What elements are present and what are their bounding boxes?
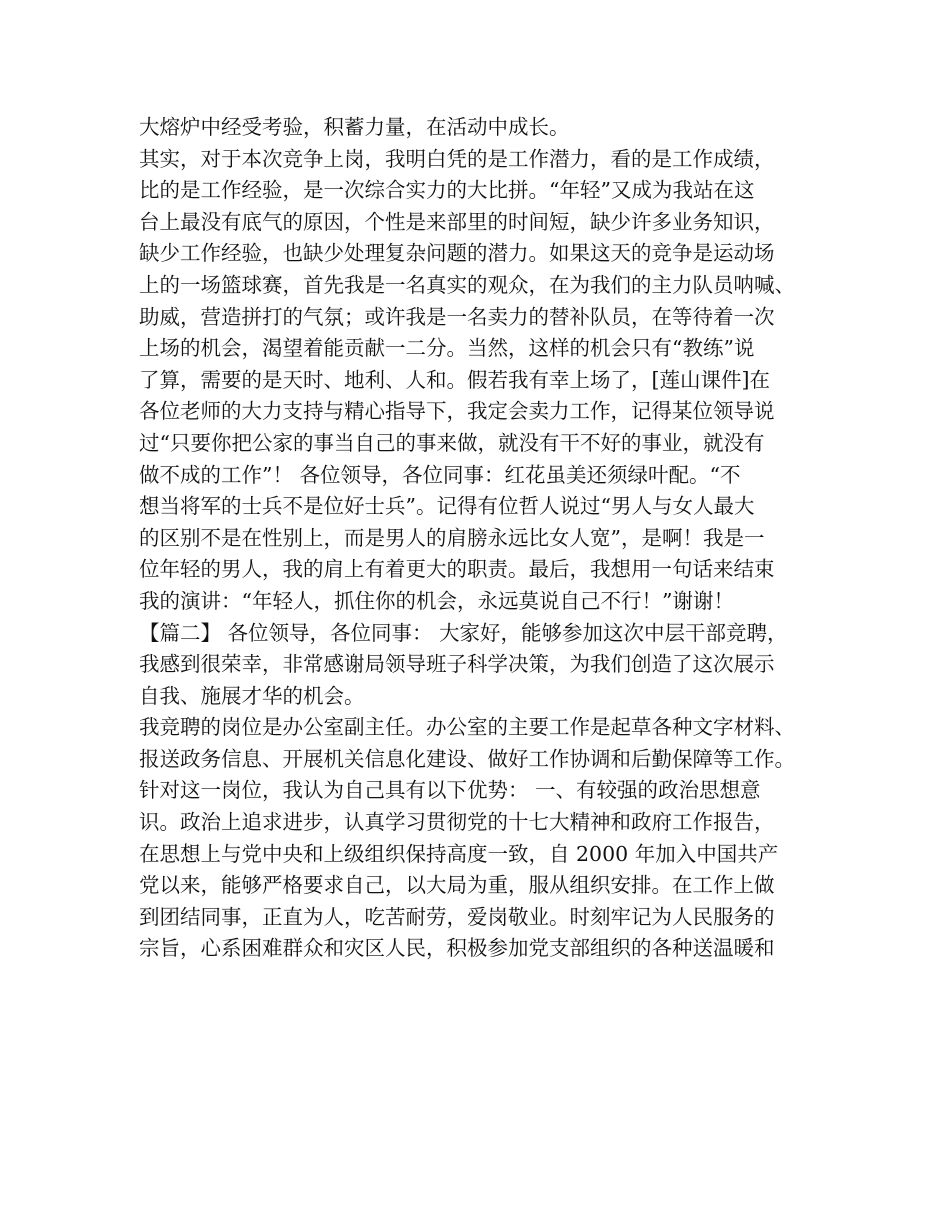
- text-line: 了算，需要的是天时、地利、人和。假若我有幸上场了，[莲山课件]在: [139, 367, 770, 392]
- text-line: 报送政务信息、开展机关信息化建设、做好工作协调和后勤保障等工作。: [139, 746, 795, 771]
- text-line: 助威，营造拼打的气氛；或许我是一名卖力的替补队员，在等待着一次: [139, 304, 775, 329]
- text-line: 台上最没有底气的原因，个性是来部里的时间短，缺少许多业务知识，: [139, 209, 775, 234]
- text-line: 到团结同事，正直为人，吃苦耐劳，爱岗敬业。时刻牢记为人民服务的: [139, 904, 775, 929]
- text-line: 其实，对于本次竞争上岗，我明白凭的是工作潜力，看的是工作成绩，: [139, 146, 775, 171]
- text-line: 做不成的工作”！ 各位领导，各位同事：红花虽美还须绿叶配。“不: [139, 462, 741, 487]
- document-body: [139, 112, 829, 965]
- text-line: 【篇二】 各位领导，各位同事： 大家好，能够参加这次中层干部竞聘，: [139, 620, 788, 645]
- text-line: 过“只要你把公家的事当自己的事来做，就没有干不好的事业，就没有: [139, 430, 765, 455]
- text-line: 比的是工作经验，是一次综合实力的大比拼。“年轻”又成为我站在这: [139, 178, 755, 203]
- text-line: 自我、施展才华的机会。: [139, 683, 365, 708]
- text-line: 缺少工作经验，也缺少处理复杂问题的潜力。如果这天的竞争是运动场: [139, 241, 775, 266]
- text-line: 的区别不是在性别上，而是男人的肩膀永远比女人宽”，是啊！我是一: [139, 525, 765, 550]
- text-line: 位年轻的男人，我的肩上有着更大的职责。最后，我想用一句话来结束: [139, 557, 775, 582]
- text-line: 想当将军的士兵不是位好士兵”。记得有位哲人说过“男人与女人最大: [139, 494, 755, 519]
- text-line: 我的演讲：“年轻人，抓住你的机会，永远莫说自己不行！”谢谢！: [139, 588, 734, 613]
- text-line: 针对这一岗位，我认为自己具有以下优势： 一、有较强的政治思想意: [139, 778, 761, 803]
- text-line: 识。政治上追求进步，认真学习贯彻党的十七大精神和政府工作报告，: [139, 810, 775, 835]
- text-line: 上场的机会，渴望着能贡献一二分。当然，这样的机会只有“教练”说: [139, 336, 755, 361]
- text-line: 上的一场篮球赛，首先我是一名真实的观众，在为我们的主力队员呐喊、: [139, 272, 795, 297]
- text-line: 党以来，能够严格要求自己，以大局为重，服从组织安排。在工作上做: [139, 873, 775, 898]
- text-line: 我竞聘的岗位是办公室副主任。办公室的主要工作是起草各种文字材料、: [139, 715, 795, 740]
- text-line: 在思想上与党中央和上级组织保持高度一致，自 2000 年加入中国共产: [139, 841, 779, 866]
- text-line: 我感到很荣幸，非常感谢局领导班子科学决策，为我们创造了这次展示: [139, 652, 775, 677]
- text-line: 宗旨，心系困难群众和灾区人民，积极参加党支部组织的各种送温暖和: [139, 936, 775, 961]
- text-line: 大熔炉中经受考验，积蓄力量，在活动中成长。: [139, 115, 570, 139]
- text-line: 各位老师的大力支持与精心指导下，我定会卖力工作，记得某位领导说: [139, 399, 775, 424]
